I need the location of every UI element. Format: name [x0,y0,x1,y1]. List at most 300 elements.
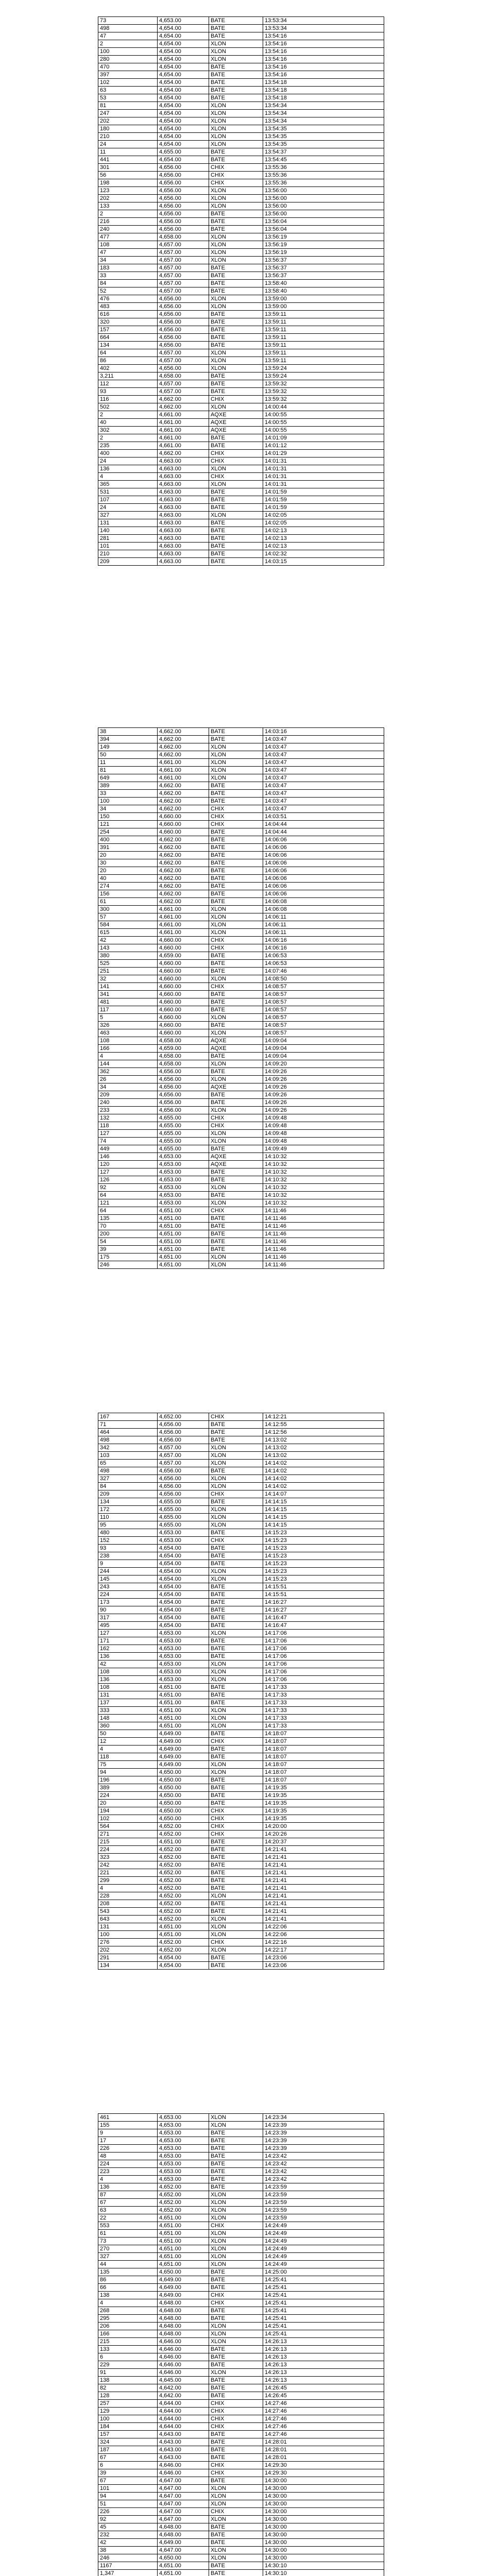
table-row [98,2160,384,2168]
time-cell: 14:06:06 [263,836,384,844]
venue-cell: BATE [209,1869,263,1877]
table-row [98,1029,384,1037]
table-row [98,1176,384,1184]
time-cell: 14:19:35 [263,1807,384,1815]
price-cell: 4,655.00 [158,1138,209,1145]
price-cell: 4,661.00 [158,767,209,774]
price-cell: 4,651.00 [158,1261,209,1269]
time-cell: 14:11:46 [263,1246,384,1253]
table-row [98,411,384,419]
table-row [98,303,384,311]
table-row [98,481,384,488]
price-cell: 4,662.00 [158,743,209,751]
quantity-cell: 326 [98,1022,158,1029]
quantity-cell: 180 [98,125,158,133]
venue-cell: BATE [209,1954,263,1962]
price-cell: 4,654.00 [158,1552,209,1560]
time-cell: 14:21:41 [263,1892,384,1900]
quantity-cell: 183 [98,264,158,272]
table-row [98,195,384,202]
time-cell: 14:24:49 [263,2261,384,2268]
price-cell: 4,656.00 [158,195,209,202]
quantity-cell: 240 [98,226,158,233]
trade-table-body [98,2114,384,2576]
trade-table-body [98,17,384,566]
quantity-cell: 156 [98,890,158,898]
venue-cell: XLON [209,2323,263,2330]
time-cell: 14:09:48 [263,1130,384,1138]
time-cell: 13:59:32 [263,396,384,403]
venue-cell: XLON [209,1707,263,1715]
table-row [98,241,384,249]
quantity-cell: 2 [98,434,158,442]
venue-cell: CHIX [209,1207,263,1215]
time-cell: 13:54:16 [263,71,384,79]
time-cell: 14:10:32 [263,1153,384,1161]
quantity-cell: 12 [98,1738,158,1745]
time-cell: 13:58:40 [263,280,384,287]
venue-cell: BATE [209,1215,263,1223]
table-row [98,117,384,125]
price-cell: 4,650.00 [158,1800,209,1807]
venue-cell: BATE [209,2431,263,2438]
price-cell: 4,656.00 [158,1068,209,1076]
price-cell: 4,651.00 [158,2222,209,2230]
table-row [98,1114,384,1122]
table-row [98,1514,384,1521]
time-cell: 13:54:16 [263,56,384,63]
time-cell: 14:06:06 [263,883,384,890]
price-cell: 4,662.00 [158,790,209,798]
venue-cell: XLON [209,2245,263,2253]
quantity-cell: 402 [98,365,158,372]
venue-cell: BATE [209,1854,263,1861]
venue-cell: XLON [209,1722,263,1730]
venue-cell: BATE [209,1436,263,1444]
time-cell: 14:10:32 [263,1161,384,1168]
price-cell: 4,655.00 [158,148,209,156]
table-row [98,1939,384,1946]
table-row [98,148,384,156]
table-row [98,2369,384,2377]
quantity-cell: 224 [98,1591,158,1599]
quantity-cell: 226 [98,2145,158,2153]
time-cell: 13:59:32 [263,380,384,388]
quantity-cell: 100 [98,798,158,805]
venue-cell: BATE [209,434,263,442]
table-row [98,2168,384,2176]
time-cell: 14:14:02 [263,1475,384,1483]
time-cell: 14:11:46 [263,1223,384,1230]
quantity-cell: 1167 [98,2562,158,2570]
time-cell: 14:17:06 [263,1630,384,1637]
table-row [98,380,384,388]
price-cell: 4,653.00 [158,1184,209,1192]
price-cell: 4,654.00 [158,79,209,87]
venue-cell: BATE [209,218,263,226]
quantity-cell: 132 [98,1114,158,1122]
venue-cell: CHIX [209,2469,263,2477]
time-cell: 14:06:06 [263,859,384,867]
time-cell: 14:03:47 [263,736,384,743]
time-cell: 13:54:35 [263,133,384,141]
time-cell: 14:30:10 [263,2570,384,2576]
price-cell: 4,655.00 [158,1506,209,1514]
price-cell: 4,653.00 [158,1668,209,1676]
price-cell: 4,663.00 [158,457,209,465]
table-row [98,2469,384,2477]
venue-cell: CHIX [209,179,263,187]
table-row [98,1045,384,1053]
time-cell: 13:53:34 [263,25,384,32]
time-cell: 14:00:55 [263,427,384,434]
venue-cell: BATE [209,844,263,852]
venue-cell: BATE [209,2477,263,2485]
venue-cell: XLON [209,1130,263,1138]
table-row [98,56,384,63]
price-cell: 4,656.00 [158,1490,209,1498]
quantity-cell: 75 [98,1761,158,1769]
time-cell: 14:15:23 [263,1529,384,1537]
venue-cell: BATE [209,1006,263,1014]
quantity-cell: 67 [98,2454,158,2462]
time-cell: 14:19:35 [263,1815,384,1823]
table-row [98,2539,384,2547]
venue-cell: XLON [209,56,263,63]
quantity-cell: 6 [98,2353,158,2361]
time-cell: 14:13:02 [263,1436,384,1444]
venue-cell: CHIX [209,1490,263,1498]
quantity-cell: 268 [98,2307,158,2315]
table-row [98,1838,384,1846]
quantity-cell: 281 [98,535,158,543]
price-cell: 4,660.00 [158,1014,209,1022]
price-cell: 4,652.00 [158,1885,209,1892]
table-row [98,40,384,48]
venue-cell: XLON [209,1769,263,1776]
venue-cell: BATE [209,883,263,890]
price-cell: 4,657.00 [158,264,209,272]
venue-cell: BATE [209,1838,263,1846]
table-row [98,450,384,457]
time-cell: 14:24:49 [263,2230,384,2238]
venue-cell: BATE [209,2153,263,2160]
price-cell: 4,663.00 [158,473,209,481]
venue-cell: XLON [209,1184,263,1192]
time-cell: 13:54:16 [263,40,384,48]
price-cell: 4,656.00 [158,311,209,318]
quantity-cell: 274 [98,883,158,890]
table-row [98,318,384,326]
price-cell: 4,661.00 [158,427,209,434]
price-cell: 4,655.00 [158,1114,209,1122]
quantity-cell: 138 [98,2377,158,2384]
time-cell: 14:30:00 [263,2485,384,2493]
quantity-cell: 128 [98,2392,158,2400]
venue-cell: CHIX [209,2400,263,2408]
table-row [98,2454,384,2462]
price-cell: 4,656.00 [158,1475,209,1483]
table-row [98,496,384,504]
venue-cell: BATE [209,1421,263,1429]
quantity-cell: 202 [98,117,158,125]
quantity-cell: 24 [98,457,158,465]
time-cell: 13:55:36 [263,172,384,179]
price-cell: 4,656.00 [158,1467,209,1475]
quantity-cell: 20 [98,867,158,875]
table-row [98,1091,384,1099]
quantity-cell: 320 [98,318,158,326]
table-row [98,2493,384,2500]
table-row [98,1552,384,1560]
table-row [98,1946,384,1954]
table-row [98,906,384,913]
venue-cell: XLON [209,743,263,751]
quantity-cell: 42 [98,1660,158,1668]
price-cell: 4,654.00 [158,117,209,125]
table-row [98,1498,384,1506]
venue-cell: BATE [209,156,263,164]
price-cell: 4,654.00 [158,1622,209,1630]
venue-cell: XLON [209,1138,263,1145]
price-cell: 4,651.00 [158,2570,209,2576]
quantity-cell: 74 [98,1138,158,1145]
quantity-cell: 63 [98,2207,158,2214]
time-cell: 13:56:00 [263,202,384,210]
time-cell: 14:02:32 [263,550,384,558]
quantity-cell: 464 [98,1429,158,1436]
time-cell: 14:30:00 [263,2493,384,2500]
quantity-cell: 63 [98,87,158,94]
quantity-cell: 299 [98,1877,158,1885]
price-cell: 4,656.00 [158,1083,209,1091]
table-row [98,921,384,929]
price-cell: 4,660.00 [158,821,209,828]
table-row [98,2238,384,2245]
time-cell: 14:23:59 [263,2183,384,2191]
quantity-cell: 136 [98,1676,158,1684]
quantity-cell: 531 [98,488,158,496]
time-cell: 14:27:46 [263,2415,384,2423]
venue-cell: BATE [209,2176,263,2183]
time-cell: 14:06:06 [263,844,384,852]
venue-cell: BATE [209,2160,263,2168]
time-cell: 14:09:26 [263,1091,384,1099]
table-row [98,1207,384,1215]
trade-table-4 [98,2113,384,2576]
venue-cell: AQXE [209,427,263,434]
venue-cell: XLON [209,2261,263,2268]
quantity-cell: 64 [98,1192,158,1199]
quantity-cell: 400 [98,450,158,457]
venue-cell: BATE [209,272,263,280]
quantity-cell: 65 [98,1460,158,1467]
table-row [98,1421,384,1429]
price-cell: 4,656.00 [158,326,209,334]
table-row [98,937,384,944]
venue-cell: BATE [209,334,263,342]
table-row [98,233,384,241]
time-cell: 14:15:51 [263,1591,384,1599]
price-cell: 4,654.00 [158,1954,209,1962]
quantity-cell: 73 [98,2238,158,2245]
time-cell: 14:30:00 [263,2516,384,2523]
time-cell: 14:25:41 [263,2323,384,2330]
venue-cell: XLON [209,906,263,913]
venue-cell: BATE [209,852,263,859]
price-cell: 4,651.00 [158,1230,209,1238]
quantity-cell: 100 [98,2415,158,2423]
quantity-cell: 131 [98,1691,158,1699]
venue-cell: BATE [209,1784,263,1792]
price-cell: 4,657.00 [158,1452,209,1460]
venue-cell: AQXE [209,1083,263,1091]
venue-cell: XLON [209,1060,263,1068]
venue-cell: XLON [209,1483,263,1490]
venue-cell: XLON [209,1029,263,1037]
time-cell: 14:15:23 [263,1560,384,1568]
quantity-cell: 202 [98,195,158,202]
time-cell: 14:16:27 [263,1599,384,1606]
quantity-cell: 209 [98,558,158,566]
table-row [98,1138,384,1145]
time-cell: 14:03:47 [263,767,384,774]
table-row [98,1877,384,1885]
venue-cell: BATE [209,2446,263,2454]
time-cell: 13:54:16 [263,32,384,40]
venue-cell: XLON [209,1575,263,1583]
table-row [98,2500,384,2508]
time-cell: 14:09:26 [263,1107,384,1114]
price-cell: 4,660.00 [158,998,209,1006]
table-row [98,1962,384,1970]
time-cell: 14:17:33 [263,1699,384,1707]
price-cell: 4,661.00 [158,419,209,427]
venue-cell: XLON [209,1514,263,1521]
quantity-cell: 34 [98,1083,158,1091]
venue-cell: XLON [209,913,263,921]
time-cell: 14:24:49 [263,2222,384,2230]
quantity-cell: 200 [98,1230,158,1238]
quantity-cell: 4 [98,2176,158,2183]
time-cell: 14:25:41 [263,2330,384,2338]
price-cell: 4,654.00 [158,71,209,79]
price-cell: 4,653.00 [158,2160,209,2168]
table-row [98,1900,384,1908]
table-row [98,2292,384,2299]
price-cell: 4,656.00 [158,1076,209,1083]
price-cell: 4,651.00 [158,1931,209,1939]
time-cell: 14:24:49 [263,2245,384,2253]
quantity-cell: 157 [98,326,158,334]
time-cell: 13:59:32 [263,388,384,396]
time-cell: 14:06:08 [263,906,384,913]
venue-cell: BATE [209,280,263,287]
price-cell: 4,660.00 [158,937,209,944]
venue-cell: XLON [209,2485,263,2493]
quantity-cell: 615 [98,929,158,937]
price-cell: 4,648.00 [158,2523,209,2531]
table-row [98,512,384,519]
price-cell: 4,659.00 [158,1045,209,1053]
table-row [98,2408,384,2415]
venue-cell: CHIX [209,2292,263,2299]
table-row [98,2307,384,2315]
price-cell: 4,663.00 [158,519,209,527]
price-cell: 4,657.00 [158,388,209,396]
price-cell: 4,654.00 [158,1545,209,1552]
time-cell: 14:06:11 [263,921,384,929]
time-cell: 14:09:26 [263,1083,384,1091]
venue-cell: BATE [209,442,263,450]
quantity-cell: 215 [98,1838,158,1846]
quantity-cell: 84 [98,280,158,287]
time-cell: 14:10:32 [263,1192,384,1199]
price-cell: 4,663.00 [158,496,209,504]
venue-cell: XLON [209,759,263,767]
price-cell: 4,657.00 [158,1444,209,1452]
venue-cell: BATE [209,496,263,504]
time-cell: 13:56:19 [263,249,384,257]
quantity-cell: 34 [98,805,158,813]
time-cell: 14:00:55 [263,419,384,427]
quantity-cell: 100 [98,48,158,56]
time-cell: 13:59:00 [263,303,384,311]
venue-cell: XLON [209,465,263,473]
venue-cell: BATE [209,264,263,272]
quantity-cell: 240 [98,1099,158,1107]
venue-cell: BATE [209,1230,263,1238]
price-cell: 4,656.00 [158,334,209,342]
price-cell: 4,662.00 [158,836,209,844]
quantity-cell: 187 [98,2446,158,2454]
time-cell: 14:01:31 [263,473,384,481]
price-cell: 4,655.00 [158,1145,209,1153]
time-cell: 14:14:02 [263,1483,384,1490]
quantity-cell: 498 [98,1467,158,1475]
venue-cell: XLON [209,1916,263,1923]
time-cell: 14:06:08 [263,898,384,906]
time-cell: 14:18:07 [263,1776,384,1784]
venue-cell: BATE [209,2570,263,2576]
price-cell: 4,650.00 [158,1784,209,1792]
time-cell: 14:17:06 [263,1653,384,1660]
price-cell: 4,661.00 [158,921,209,929]
price-cell: 4,655.00 [158,1514,209,1521]
time-cell: 14:23:59 [263,2214,384,2222]
time-cell: 14:06:11 [263,913,384,921]
trade-table-1 [98,16,384,566]
table-row [98,1537,384,1545]
time-cell: 14:09:26 [263,1076,384,1083]
venue-cell: BATE [209,388,263,396]
price-cell: 4,649.00 [158,2539,209,2547]
table-row [98,133,384,141]
quantity-cell: 525 [98,960,158,968]
price-cell: 4,656.00 [158,1107,209,1114]
quantity-cell: 553 [98,2222,158,2230]
time-cell: 14:18:07 [263,1761,384,1769]
price-cell: 4,649.00 [158,1738,209,1745]
venue-cell: XLON [209,767,263,774]
price-cell: 4,653.00 [158,1676,209,1684]
quantity-cell: 64 [98,1207,158,1215]
venue-cell: XLON [209,481,263,488]
time-cell: 14:09:48 [263,1114,384,1122]
table-row [98,1645,384,1653]
time-cell: 13:56:04 [263,226,384,233]
price-cell: 4,650.00 [158,1807,209,1815]
